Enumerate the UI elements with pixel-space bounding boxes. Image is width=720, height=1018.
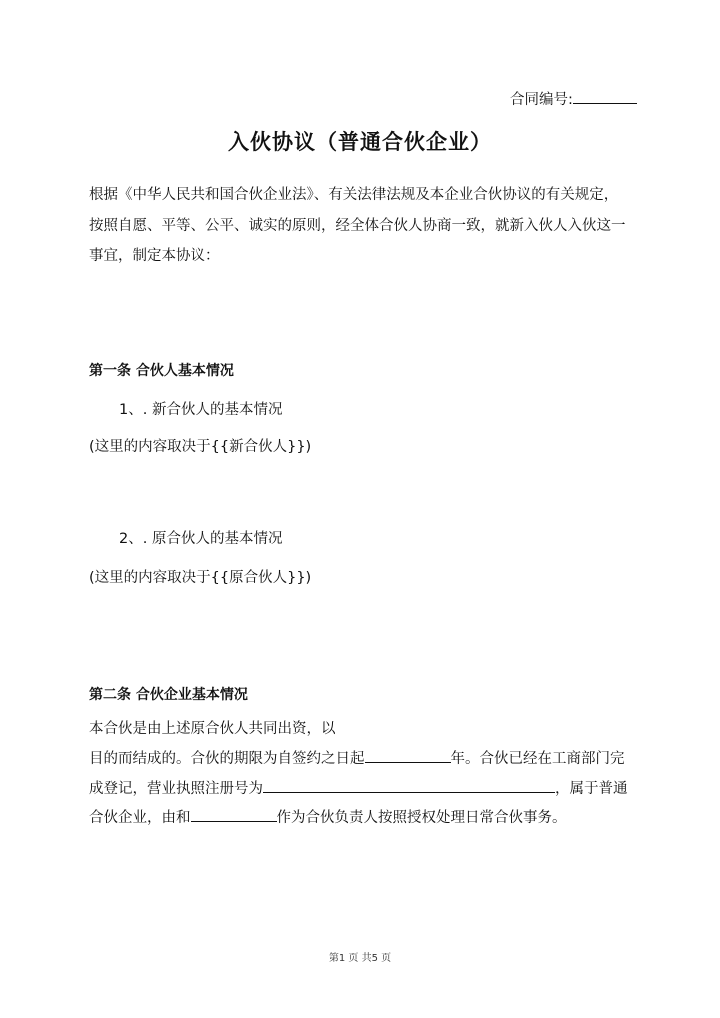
responsible-partner-blank[interactable] — [191, 807, 277, 822]
article-1-item-2: 2、. 原合伙人的基本情况 — [119, 531, 283, 547]
article-2-heading: 第二条 合伙企业基本情况 — [89, 687, 248, 703]
article-2-line-3: 成登记，营业执照注册号为 ，属于普通 — [89, 777, 628, 798]
article-1-heading: 第一条 合伙人基本情况 — [89, 363, 234, 379]
article-1-item-1-note: (这里的内容取决于{{新合伙人}}) — [89, 439, 312, 455]
contract-number — [510, 88, 637, 109]
article-2-line-1: 本合伙是由上述原合伙人共同出资，以 — [89, 721, 336, 737]
preamble-line-3: 事宜，制定本协议： — [89, 248, 220, 264]
page-number: 第1 页 共5 页 — [328, 953, 392, 964]
article-2-line-2: 目的而结成的。合伙的期限为自签约之日起 年。合伙已经在工商部门完 — [89, 747, 625, 768]
article-1-item-2-note: (这里的内容取决于{{原合伙人}}) — [89, 570, 312, 586]
preamble-line-2: 按照自愿、平等、公平、诚实的原则，经全体合伙人协商一致，就新入伙人入伙这一 — [89, 218, 626, 234]
document-title: 入伙协议（普通合伙企业） — [228, 129, 492, 154]
term-years-blank[interactable] — [365, 748, 451, 763]
article-2-line-4: 合伙企业，由和 作为合伙负责人按照授权处理日常合伙事务。 — [89, 806, 567, 827]
contract-number-blank[interactable] — [573, 89, 637, 104]
contract-number-label: 合同编号: — [510, 92, 573, 108]
registration-number-blank[interactable] — [263, 778, 555, 793]
article-1-item-1: 1、. 新合伙人的基本情况 — [119, 402, 283, 418]
preamble-line-1: 根据《中华人民共和国合伙企业法》、有关法律法规及本企业合伙协议的有关规定， — [89, 187, 619, 203]
